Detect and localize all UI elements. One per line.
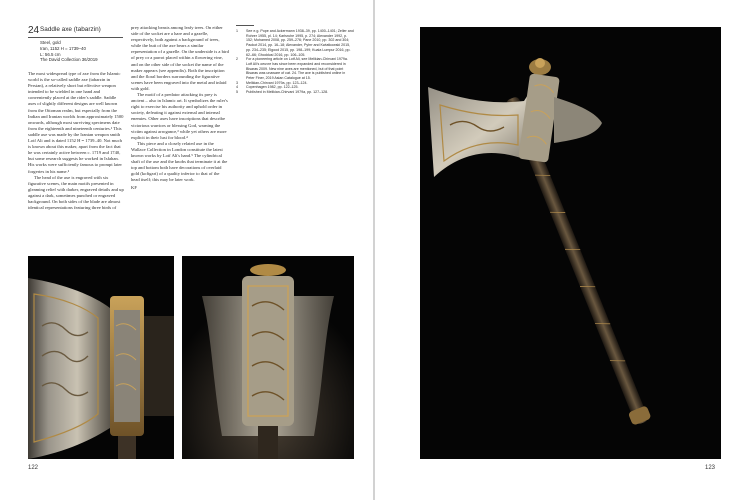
axe-socket-illustration [182,256,354,459]
paragraph: prey attacking beasts among leafy trees. On either side of the socket are a hare and a gazelle, respectively, both against a background of trees, while the butt of the axe bears a similar representation of a gazelle. On the underside is a bird of prey or a parrot placed within a flowering vine, and on the other side of the socket the name of the maker appears (see appendix). Both the inscription and the floral borders surrounding the figurative scenes have been engraved into the metal and inlaid with gold. [131,25,229,91]
footnotes [236,25,354,95]
page-number-right: 123 [705,465,716,471]
entry-material: Steel, gold [40,40,61,45]
text-column-2 [131,25,229,192]
axe-blade-illustration [28,256,174,459]
footnote: 2 For a pioneering article on Lotf Ali, see Melikian-Chirvani 1979a. Lotf Ali's oeuvre has since been expanded and reconsidered in Bisaras 2009. New nine axes are mentioned, but of that point Bisaras was unaware of cat. 24. The axe is published online in Peter Finer, 2019 Asian Catalogue at 15. [236,57,348,81]
axe-socket-photo [182,256,354,459]
footnote: 1 See e.g. Pope and Ackermann 1938–39, pp. 1400–1401; Zeller and Rohrer 1955, pl. 14; Karlsruhe 1995, p. 274; Alexander 1992, p. 152; Mohamed 2008, pp. 259–276; Pane 2010, pp. 302 and 304; Paokot 2014, pp. 16–18; Alexander, Pyhrr and Kwiatkowski 2015, pp. 234–235; Elgood 2015, pp. 198–199; Kuala Lumpur 2016, pp. 62–66; Ghoddusi 2016, pp. 106–105. [236,29,354,57]
paragraph: The head of the axe is engraved with six figurative scenes, the main motifs presented in gleaming relief with darker, engraved details and up against a dark, sometimes punched or engraved background. On both sides of the blade are almost identical representations featuring three birds of [28,174,124,211]
text-column-1 [28,71,124,211]
right-page [375,0,750,500]
paragraph: This piece and a closely related axe in the Wallace Collection in London constitute the latest known works by Lotf Ali's hand.⁵ The cylindrical shaft of the axe and the knobs that terminate it at the top and bottom both have decorations of overlaid gold (koftgari) of a quality inferior to that of the head itself; this may be later work. [131,140,228,183]
entry-meta [40,40,98,63]
entry-date: Iran, 1152 H = 1739–40 [40,45,86,51]
author-initials: KF [131,185,137,191]
footnote: 5 Published in Melikian-Chirvani 1979a, pp. 127–128. [236,90,329,95]
footnote: 4 Copenhagen 1982, pp. 122–125. [236,85,299,90]
entry-rule [28,37,123,38]
page-number-left: 122 [28,465,39,471]
entry-number: 24 [28,25,40,36]
left-page [0,0,373,500]
axe-detail-photo [28,256,174,459]
axe-full-illustration [420,27,721,459]
paragraph: The most widespread type of axe from the Islamic world is the so-called saddle axe (tabarzin in Persian), a relatively short but effective weapon intended to be wielded in one hand and conveniently placed at the rider's saddle. Saddle axes of slightly different designs are well known from the Ottoman realm, but especially from the Indian and Iranian worlds from approximately 1500 onwards, although most surviving specimens date from the eighteenth and nineteenth centuries.¹ This saddle axe was made by the Iranian weapon smith Lotf Ali and is dated 1152 H = 1739–40. Not much is known about this maker, apart from the fact that he was certainly active between c. 1719 and 1740, but some research suggests he worked in Isfahan. His works were sufficiently famous to prompt later forgeries in his name.² [28,71,124,174]
axe-full-photo [420,27,721,459]
entry-collection: The David Collection 36/2019 [40,57,98,63]
entry-title: Saddle axe (tabarzin) [40,26,101,33]
entry-length: L: 56.5 cm [40,51,61,57]
footnote-rule [236,25,254,26]
paragraph: The motif of a predator attacking its prey is ancient – also in Islamic art. It symbolizes the ruler's right to exercise his authority and uphold order in society, defeating it against external and internal enemies. Other axes have inscriptions that describe victorious warriors or blessing God, warning the victim against arrogance,³ while yet others are more explicit in their lust for blood.⁴ [131,92,228,140]
footnote: 3 Melikian-Chirvani 1979a, pp. 123–124. [236,80,308,85]
